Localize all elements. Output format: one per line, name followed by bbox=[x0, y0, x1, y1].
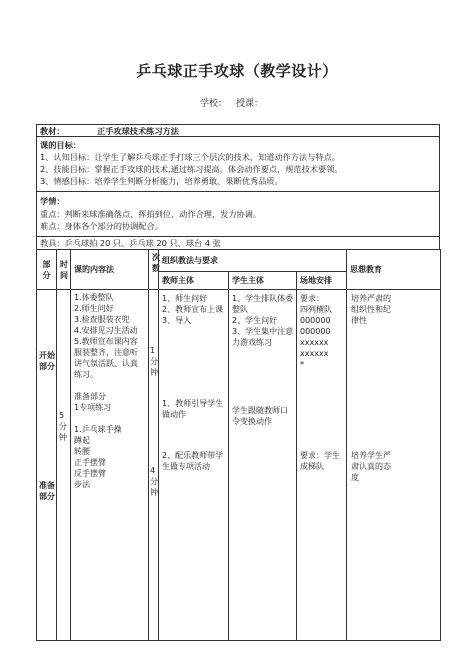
objectives-box bbox=[36, 136, 440, 192]
school-label: 学校： bbox=[200, 99, 228, 109]
content-line: 1.乒乓球手操 bbox=[74, 425, 122, 434]
content-line: 反手摆臂 bbox=[74, 469, 106, 478]
count-second: 4分钟 bbox=[150, 466, 158, 497]
teacher-line: 2、配乐教师带学生做专项活动 bbox=[162, 451, 224, 471]
header-count: 次数 bbox=[149, 250, 159, 290]
time-value: 5分钟 bbox=[59, 411, 67, 442]
objectives-heading: 课的目标： bbox=[40, 140, 81, 150]
count-first: 1分钟 bbox=[150, 346, 158, 377]
header-venue: 场地安排 bbox=[297, 272, 347, 290]
teacher-line: 1、师生问好 bbox=[162, 294, 208, 303]
situation-heading: 学情： bbox=[40, 196, 65, 206]
content-line: 正手摆臂 bbox=[74, 458, 106, 467]
teacher-top bbox=[162, 293, 226, 326]
student-mid bbox=[232, 405, 294, 427]
teacher-label: 授课： bbox=[236, 99, 264, 109]
doc-title: 乒乓球正手攻球（教学设计） bbox=[136, 62, 338, 80]
content-line: 1.体委整队 bbox=[74, 293, 114, 302]
situation-line: 难点：身体各个部分的协调配合。 bbox=[40, 221, 163, 231]
material-value: 正手攻球技术练习方法 bbox=[97, 126, 179, 136]
student-top bbox=[232, 293, 294, 348]
content-lines bbox=[74, 292, 145, 490]
teacher-line: 1、教师引导学生做动作 bbox=[162, 399, 224, 419]
venue-line: 000000 bbox=[300, 316, 331, 325]
part-cell bbox=[37, 290, 57, 641]
student-line: 3、学生集中注意力游戏练习 bbox=[232, 327, 294, 347]
student-line: 1、学生排队体委整队 bbox=[232, 294, 294, 314]
teacher-cell bbox=[159, 290, 229, 641]
part-label-start: 开始部分 bbox=[39, 351, 55, 371]
equipment-text: 教具：乒乓球拍 20 只、乒乓球 20 只、球台 4 张 bbox=[40, 238, 221, 248]
lesson-table bbox=[36, 249, 441, 641]
teacher-mid bbox=[162, 398, 226, 420]
situation-box bbox=[36, 191, 440, 237]
student-cell bbox=[229, 290, 297, 641]
moral-top bbox=[351, 293, 391, 326]
teacher-line: 2、教师宣布上课 bbox=[162, 305, 224, 314]
venue-line: 四列横队 bbox=[300, 305, 332, 314]
venue-line: 要求： bbox=[300, 294, 324, 303]
content-line: 3.检查服装衣兜 bbox=[74, 315, 130, 324]
moral-line: 培养学生严肃认真的态度 bbox=[351, 451, 391, 482]
moral-bot bbox=[351, 450, 391, 483]
header-teacher: 教师主体 bbox=[159, 272, 229, 290]
teacher-line: 3、导入 bbox=[162, 316, 192, 325]
venue-top bbox=[300, 293, 346, 370]
part-label-prepare: 准备部分 bbox=[39, 481, 55, 501]
content-line: 转腰 bbox=[74, 447, 90, 456]
venue-cell bbox=[297, 290, 347, 641]
objective-line: 3、情感目标：培养学生判断分析能力，培养勇敢、果断优秀品质。 bbox=[40, 176, 283, 186]
teacher-bot bbox=[162, 450, 226, 472]
venue-bot bbox=[300, 450, 346, 472]
equipment-box bbox=[36, 236, 440, 250]
content-cell bbox=[71, 290, 149, 641]
content-line: 5.教师宣布课内容服装整齐，注意听讲气氛活跃、认真练习。 bbox=[74, 337, 138, 379]
content-line bbox=[74, 413, 145, 424]
student-line: 学生跟随教师口令变换动作 bbox=[232, 406, 288, 426]
content-line: 准备部分 bbox=[74, 392, 106, 401]
header-moral: 思想教育 bbox=[347, 250, 441, 290]
venue-line: 000000 bbox=[300, 327, 331, 336]
count-cell bbox=[149, 290, 159, 641]
header-student: 学生主体 bbox=[229, 272, 297, 290]
situation-line: 重点：判断来球准确落点、挥拍到位、动作合理，发力协调。 bbox=[40, 209, 262, 219]
venue-line: 要求：学生成梯队 bbox=[300, 451, 340, 471]
header-time: 时间 bbox=[57, 250, 71, 290]
content-line: 2.师生问好 bbox=[74, 304, 114, 313]
content-line: 4.安排见习生活动 bbox=[74, 326, 138, 335]
venue-line: xxxxxx bbox=[300, 338, 329, 347]
time-cell bbox=[57, 290, 71, 641]
objective-line: 1、认知目标：让学生了解乒乓球正手打球三个层次的技术，知道动作方法与特点。 bbox=[40, 152, 340, 162]
content-line: 蹲起 bbox=[74, 436, 90, 445]
moral-line: 培养严肃的组织性和纪律性 bbox=[351, 294, 391, 325]
content-line bbox=[74, 380, 145, 391]
student-line: 2、学生问好 bbox=[232, 316, 278, 325]
objective-line: 2、技能目标：掌握正手攻球的技术,通过练习提高，体会动作要点，规范技术要领。 bbox=[40, 164, 343, 174]
content-line: 1专项练习 bbox=[74, 403, 112, 412]
venue-line: * bbox=[300, 360, 304, 369]
content-line: 步法 bbox=[74, 480, 90, 489]
header-part: 部分 bbox=[37, 250, 57, 290]
material-label: 教材： bbox=[40, 126, 65, 136]
header-org: 组织教法与要求 bbox=[159, 250, 347, 272]
venue-line: xxxxxx bbox=[300, 349, 329, 358]
moral-cell bbox=[347, 290, 441, 641]
header-content: 课的内容法 bbox=[71, 250, 149, 290]
